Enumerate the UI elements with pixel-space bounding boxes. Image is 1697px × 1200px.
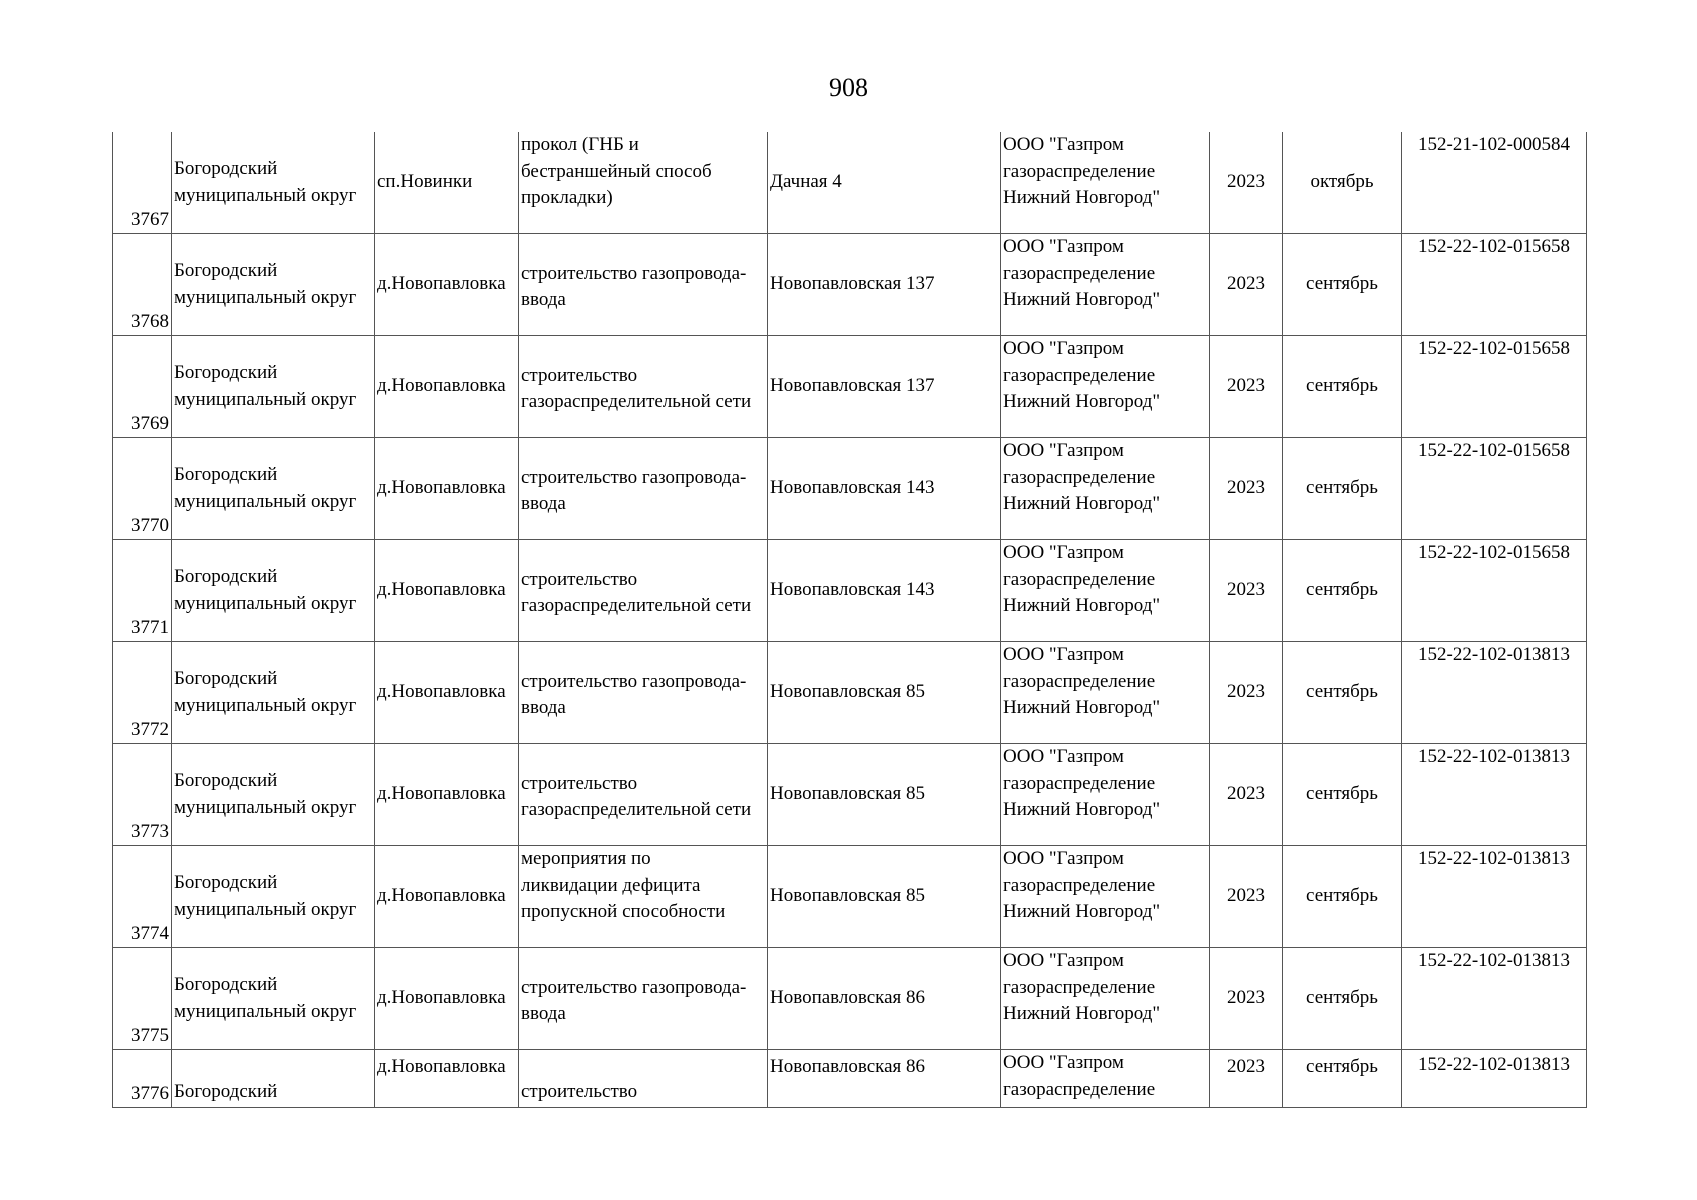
work-type-cell-line: прокол (ГНБ и bbox=[521, 134, 639, 155]
organization-cell bbox=[1001, 846, 1210, 948]
year-cell: 2023 bbox=[1210, 846, 1283, 948]
work-type-cell-line: газораспределительной сети bbox=[521, 391, 752, 412]
work-type-cell-line bbox=[521, 336, 765, 363]
organization-cell-line: газораспределение bbox=[1003, 160, 1156, 182]
work-type-cell bbox=[519, 846, 768, 948]
district-cell bbox=[172, 744, 375, 846]
work-type-cell bbox=[519, 132, 768, 234]
organization-cell-line: ООО "Газпром bbox=[1003, 1052, 1124, 1073]
street-cell: Новопавловская 143 bbox=[768, 438, 1001, 540]
registry-table bbox=[112, 132, 1587, 1108]
organization-cell-line: ООО "Газпром bbox=[1003, 746, 1124, 767]
table-row bbox=[113, 948, 1587, 1050]
work-type-cell-line: пропускной способности bbox=[521, 901, 726, 922]
row-number: 3774 bbox=[113, 846, 172, 948]
year-cell: 2023 bbox=[1210, 438, 1283, 540]
work-type-cell: строительство bbox=[519, 1050, 768, 1108]
district-cell-line: муниципальный округ bbox=[174, 592, 357, 614]
work-type-cell-line: ввода bbox=[521, 1003, 566, 1024]
organization-cell-line: ООО "Газпром bbox=[1003, 848, 1124, 869]
organization-cell bbox=[1001, 540, 1210, 642]
month-cell: сентябрь bbox=[1283, 642, 1402, 744]
table-row bbox=[113, 642, 1587, 744]
locality-cell: д.Новопавловка bbox=[375, 846, 519, 948]
month-cell: сентябрь bbox=[1283, 846, 1402, 948]
district-cell-line: муниципальный округ bbox=[174, 184, 357, 206]
table-row bbox=[113, 234, 1587, 336]
district-cell bbox=[172, 540, 375, 642]
organization-cell-line: Нижний Новгород" bbox=[1003, 187, 1161, 208]
district-cell: Богородский bbox=[172, 1050, 375, 1108]
work-type-cell-line: строительство газопровода- bbox=[521, 466, 747, 488]
district-cell-line: муниципальный округ bbox=[174, 694, 357, 716]
work-type-cell bbox=[519, 948, 768, 1050]
district-cell bbox=[172, 438, 375, 540]
organization-cell bbox=[1001, 132, 1210, 234]
row-number: 3771 bbox=[113, 540, 172, 642]
table-row bbox=[113, 336, 1587, 438]
district-cell-line: Богородский bbox=[174, 566, 278, 587]
work-type-cell bbox=[519, 744, 768, 846]
district-cell-line: муниципальный округ bbox=[174, 1000, 357, 1022]
locality-cell: д.Новопавловка bbox=[375, 438, 519, 540]
organization-cell bbox=[1001, 744, 1210, 846]
work-type-cell-line: строительство bbox=[521, 568, 638, 590]
organization-cell-line: Нижний Новгород" bbox=[1003, 1003, 1161, 1024]
work-type-cell bbox=[519, 642, 768, 744]
organization-cell-line: газораспределение bbox=[1003, 874, 1156, 896]
organization-cell-line: ООО "Газпром bbox=[1003, 338, 1124, 359]
year-cell: 2023 bbox=[1210, 132, 1283, 234]
organization-cell-line: Нижний Новгород" bbox=[1003, 799, 1161, 820]
page-number: 908 bbox=[829, 73, 868, 102]
work-type-cell-line: газораспределительной сети bbox=[521, 595, 752, 616]
street-cell: Новопавловская 86 bbox=[768, 948, 1001, 1050]
organization-cell-line: газораспределение bbox=[1003, 568, 1156, 590]
year-cell: 2023 bbox=[1210, 948, 1283, 1050]
code-cell: 152-22-102-013813 bbox=[1402, 744, 1587, 846]
organization-cell-line: газораспределение bbox=[1003, 976, 1156, 998]
street-cell: Новопавловская 143 bbox=[768, 540, 1001, 642]
locality-cell: д.Новопавловка bbox=[375, 336, 519, 438]
street-cell: Новопавловская 137 bbox=[768, 336, 1001, 438]
organization-cell-line: газораспределение bbox=[1003, 364, 1156, 386]
code-cell: 152-22-102-013813 bbox=[1402, 846, 1587, 948]
table-row bbox=[113, 540, 1587, 642]
work-type-cell-line: газораспределительной сети bbox=[521, 799, 752, 820]
organization-cell bbox=[1001, 948, 1210, 1050]
code-cell: 152-22-102-015658 bbox=[1402, 540, 1587, 642]
work-type-cell-line: ввода bbox=[521, 289, 566, 310]
year-cell: 2023 bbox=[1210, 744, 1283, 846]
table-row bbox=[113, 846, 1587, 948]
organization-cell-line: Нижний Новгород" bbox=[1003, 391, 1161, 412]
work-type-cell-line: строительство bbox=[521, 772, 638, 794]
work-type-cell-line bbox=[521, 234, 765, 261]
month-cell: сентябрь bbox=[1283, 438, 1402, 540]
street-cell: Новопавловская 85 bbox=[768, 642, 1001, 744]
locality-cell: д.Новопавловка bbox=[375, 234, 519, 336]
row-number: 3769 bbox=[113, 336, 172, 438]
organization-cell-line: ООО "Газпром bbox=[1003, 236, 1124, 257]
street-cell: Дачная 4 bbox=[768, 132, 1001, 234]
code-cell: 152-22-102-013813 bbox=[1402, 948, 1587, 1050]
street-cell: Новопавловская 85 bbox=[768, 846, 1001, 948]
district-cell bbox=[172, 846, 375, 948]
code-cell: 152-22-102-015658 bbox=[1402, 438, 1587, 540]
row-number: 3768 bbox=[113, 234, 172, 336]
work-type-cell-line bbox=[521, 744, 765, 771]
organization-cell bbox=[1001, 234, 1210, 336]
organization-cell-line: Нижний Новгород" bbox=[1003, 697, 1161, 718]
district-cell bbox=[172, 234, 375, 336]
street-cell: Новопавловская 85 bbox=[768, 744, 1001, 846]
organization-cell-line: газораспределение bbox=[1003, 670, 1156, 692]
month-cell: сентябрь bbox=[1283, 540, 1402, 642]
organization-cell bbox=[1001, 1050, 1210, 1108]
district-cell-line: муниципальный округ bbox=[174, 490, 357, 512]
district-cell-line: Богородский bbox=[174, 872, 278, 893]
district-cell-line: Богородский bbox=[174, 668, 278, 689]
code-cell: 152-21-102-000584 bbox=[1402, 132, 1587, 234]
work-type-cell-line bbox=[521, 438, 765, 465]
locality-cell: д.Новопавловка bbox=[375, 540, 519, 642]
district-cell bbox=[172, 948, 375, 1050]
locality-cell: д.Новопавловка bbox=[375, 642, 519, 744]
work-type-cell-line: строительство газопровода- bbox=[521, 262, 747, 284]
year-cell: 2023 bbox=[1210, 234, 1283, 336]
organization-cell-line: газораспределение bbox=[1003, 1078, 1156, 1100]
code-cell: 152-22-102-013813 bbox=[1402, 1050, 1587, 1108]
code-cell: 152-22-102-015658 bbox=[1402, 336, 1587, 438]
work-type-cell bbox=[519, 234, 768, 336]
row-number: 3775 bbox=[113, 948, 172, 1050]
organization-cell-line: ООО "Газпром bbox=[1003, 644, 1124, 665]
locality-cell: сп.Новинки bbox=[375, 132, 519, 234]
organization-cell-line: газораспределение bbox=[1003, 772, 1156, 794]
district-cell bbox=[172, 642, 375, 744]
organization-cell bbox=[1001, 438, 1210, 540]
district-cell-line: муниципальный округ bbox=[174, 898, 357, 920]
month-cell: сентябрь bbox=[1283, 948, 1402, 1050]
table-row bbox=[113, 744, 1587, 846]
locality-cell: д.Новопавловка bbox=[375, 744, 519, 846]
district-cell bbox=[172, 336, 375, 438]
row-number: 3776 bbox=[113, 1050, 172, 1108]
table-row bbox=[113, 1050, 1587, 1108]
organization-cell-line: Нижний Новгород" bbox=[1003, 901, 1161, 922]
work-type-cell-line: ликвидации дефицита bbox=[521, 874, 701, 896]
locality-cell: д.Новопавловка bbox=[375, 1050, 519, 1108]
district-cell-line: муниципальный округ bbox=[174, 286, 357, 308]
district-cell-line: Богородский bbox=[174, 260, 278, 281]
year-cell: 2023 bbox=[1210, 336, 1283, 438]
month-cell: октябрь bbox=[1283, 132, 1402, 234]
district-cell-line: Богородский bbox=[174, 362, 278, 383]
code-cell: 152-22-102-015658 bbox=[1402, 234, 1587, 336]
district-cell bbox=[172, 132, 375, 234]
organization-cell-line: газораспределение bbox=[1003, 466, 1156, 488]
work-type-cell-line: прокладки) bbox=[521, 187, 613, 208]
work-type-cell-line: ввода bbox=[521, 493, 566, 514]
organization-cell bbox=[1001, 336, 1210, 438]
month-cell: сентябрь bbox=[1283, 234, 1402, 336]
organization-cell-line: Нижний Новгород" bbox=[1003, 595, 1161, 616]
year-cell: 2023 bbox=[1210, 540, 1283, 642]
organization-cell-line: Нижний Новгород" bbox=[1003, 289, 1161, 310]
district-cell-line: Богородский bbox=[174, 974, 278, 995]
organization-cell-line: Нижний Новгород" bbox=[1003, 493, 1161, 514]
organization-cell-line: ООО "Газпром bbox=[1003, 440, 1124, 461]
organization-cell-line: ООО "Газпром bbox=[1003, 542, 1124, 563]
row-number: 3773 bbox=[113, 744, 172, 846]
table-body bbox=[113, 132, 1587, 1108]
work-type-cell-line: строительство газопровода- bbox=[521, 670, 747, 692]
organization-cell-line: ООО "Газпром bbox=[1003, 950, 1124, 971]
work-type-cell-line: строительство газопровода- bbox=[521, 976, 747, 998]
district-cell-line: муниципальный округ bbox=[174, 796, 357, 818]
table-row bbox=[113, 438, 1587, 540]
district-cell-line: Богородский bbox=[174, 770, 278, 791]
organization-cell bbox=[1001, 642, 1210, 744]
district-cell-line: Богородский bbox=[174, 464, 278, 485]
code-cell: 152-22-102-013813 bbox=[1402, 642, 1587, 744]
month-cell: сентябрь bbox=[1283, 1050, 1402, 1108]
work-type-cell-line bbox=[521, 948, 765, 975]
work-type-cell-line: мероприятия по bbox=[521, 848, 651, 869]
street-cell: Новопавловская 86 bbox=[768, 1050, 1001, 1108]
district-cell-line: муниципальный округ bbox=[174, 388, 357, 410]
organization-cell-line: ООО "Газпром bbox=[1003, 134, 1124, 155]
work-type-cell-line: строительство bbox=[521, 364, 638, 386]
year-cell: 2023 bbox=[1210, 642, 1283, 744]
work-type-cell-line bbox=[521, 642, 765, 669]
work-type-cell bbox=[519, 540, 768, 642]
work-type-cell-line: бестраншейный способ bbox=[521, 160, 712, 182]
year-cell: 2023 bbox=[1210, 1050, 1283, 1108]
month-cell: сентябрь bbox=[1283, 336, 1402, 438]
district-cell-line: Богородский bbox=[174, 158, 278, 179]
street-cell: Новопавловская 137 bbox=[768, 234, 1001, 336]
month-cell: сентябрь bbox=[1283, 744, 1402, 846]
locality-cell: д.Новопавловка bbox=[375, 948, 519, 1050]
table-row bbox=[113, 132, 1587, 234]
work-type-cell-line bbox=[521, 540, 765, 567]
work-type-cell bbox=[519, 336, 768, 438]
row-number: 3770 bbox=[113, 438, 172, 540]
row-number: 3767 bbox=[113, 132, 172, 234]
work-type-cell-line: ввода bbox=[521, 697, 566, 718]
work-type-cell bbox=[519, 438, 768, 540]
organization-cell-line: газораспределение bbox=[1003, 262, 1156, 284]
row-number: 3772 bbox=[113, 642, 172, 744]
